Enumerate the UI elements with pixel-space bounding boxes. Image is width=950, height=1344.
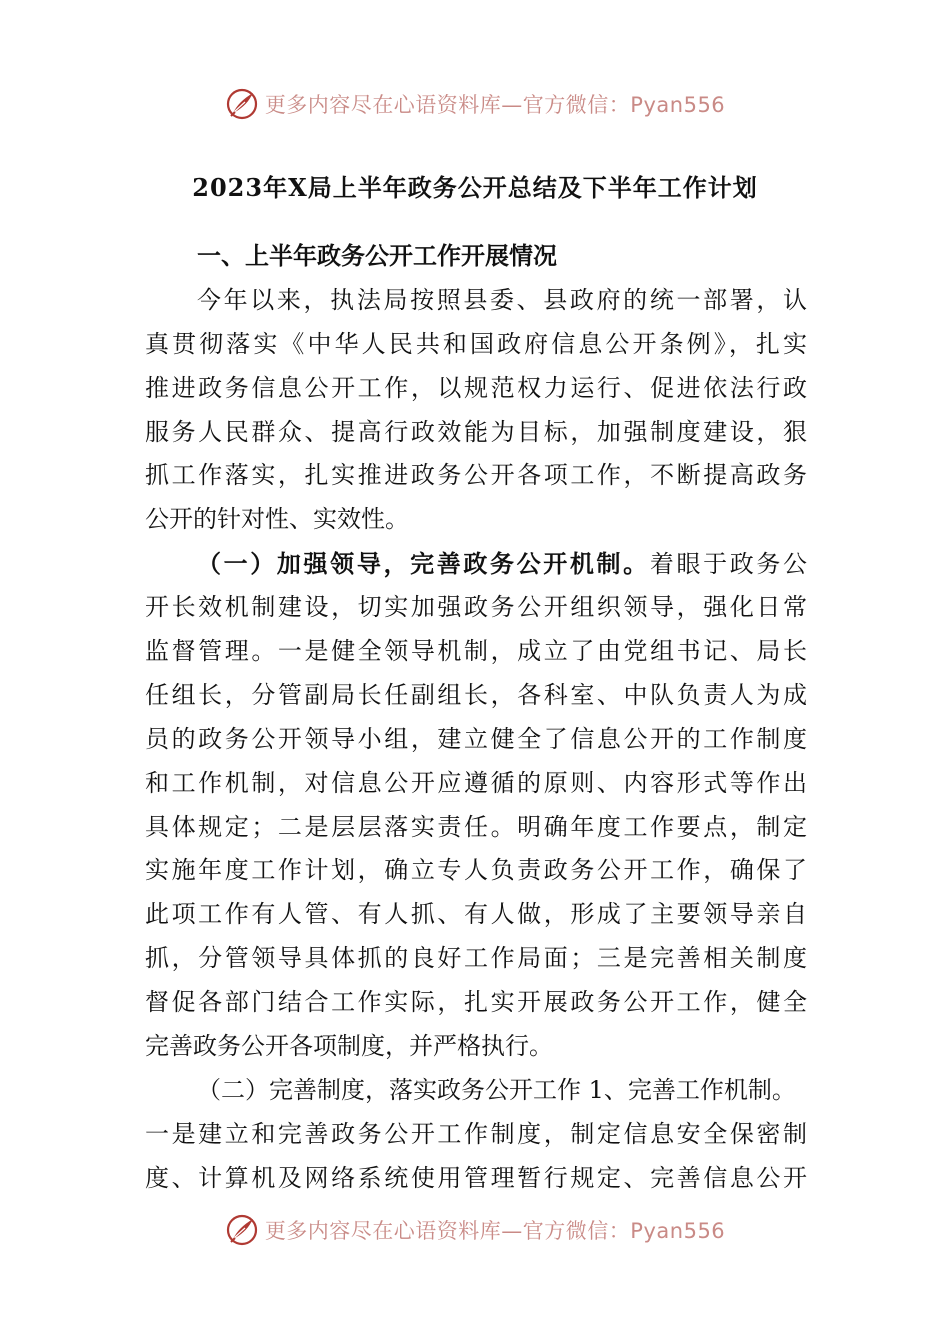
text-line: 任组长，分管副局长任副组长，各科室、中队负责人为成: [145, 680, 807, 709]
document-body: [145, 235, 807, 1201]
text-span: 着眼于政务公: [649, 550, 808, 579]
text-line: 开长效机制建设，切实加强政务公开组织领导，强化日常: [145, 593, 807, 622]
text-line: （二）完善制度，落实政务公开工作 1、完善工作机制。: [197, 1075, 796, 1104]
text-line: [145, 542, 807, 586]
text-line: 真贯彻落实《中华人民共和国政府信息公开条例》，扎实: [145, 329, 807, 358]
text-line: 今年以来，执法局按照县委、县政府的统一部署，认: [197, 285, 807, 314]
paragraph-leadership: [145, 542, 807, 1069]
text-line: 推进政务信息公开工作，以规范权力运行、促进依法行政: [145, 373, 807, 402]
text-line: 一是建立和完善政务公开工作制度，制定信息安全保密制: [145, 1119, 807, 1148]
text-line: 具体规定；二是层层落实责任。明确年度工作要点，制定: [145, 812, 807, 841]
text-line: 服务人民群众、提高行政效能为目标，加强制度建设，狠: [145, 417, 807, 446]
text-line: 实施年度工作计划，确立专人负责政务公开工作，确保了: [145, 856, 807, 885]
watermark-text: 更多内容尽在心语资料库—官方微信：Pyan556: [264, 93, 726, 117]
text-line: 抓工作落实，扎实推进政务公开各项工作，不断提高政务: [145, 461, 807, 490]
text-line: 此项工作有人管、有人抓、有人做，形成了主要领导亲自: [145, 900, 807, 929]
text-line: 监督管理。一是健全领导机制，成立了由党组书记、局长: [145, 637, 807, 666]
header-watermark: [0, 84, 950, 124]
text-line: 度、计算机及网络系统使用管理暂行规定、完善信息公开: [145, 1163, 807, 1192]
text-line: 员的政务公开领导小组，建立健全了信息公开的工作制度: [145, 724, 807, 753]
paragraph-system: [145, 1069, 807, 1201]
watermark-text: 更多内容尽在心语资料库—官方微信：Pyan556: [264, 1219, 726, 1243]
footer-watermark: [0, 1210, 950, 1250]
text-line: 和工作机制，对信息公开应遵循的原则、内容形式等作出: [145, 768, 807, 797]
document-title: 2023年X局上半年政务公开总结及下半年工作计划: [192, 173, 758, 202]
text-line: 公开的针对性、实效性。: [145, 505, 409, 534]
section-heading: 一、上半年政务公开工作开展情况: [197, 242, 557, 270]
paragraph-overview: [145, 279, 807, 542]
text-line: 督促各部门结合工作实际，扎实开展政务公开工作，健全: [145, 988, 807, 1017]
quill-logo-icon: [225, 1213, 259, 1247]
text-line: 完善政务公开各项制度，并严格执行。: [145, 1032, 553, 1061]
text-line: 抓，分管领导具体抓的良好工作局面；三是完善相关制度: [145, 944, 807, 973]
subheading-bold: （一）加强领导，完善政务公开机制。: [197, 549, 650, 579]
quill-logo-icon: [225, 87, 259, 121]
